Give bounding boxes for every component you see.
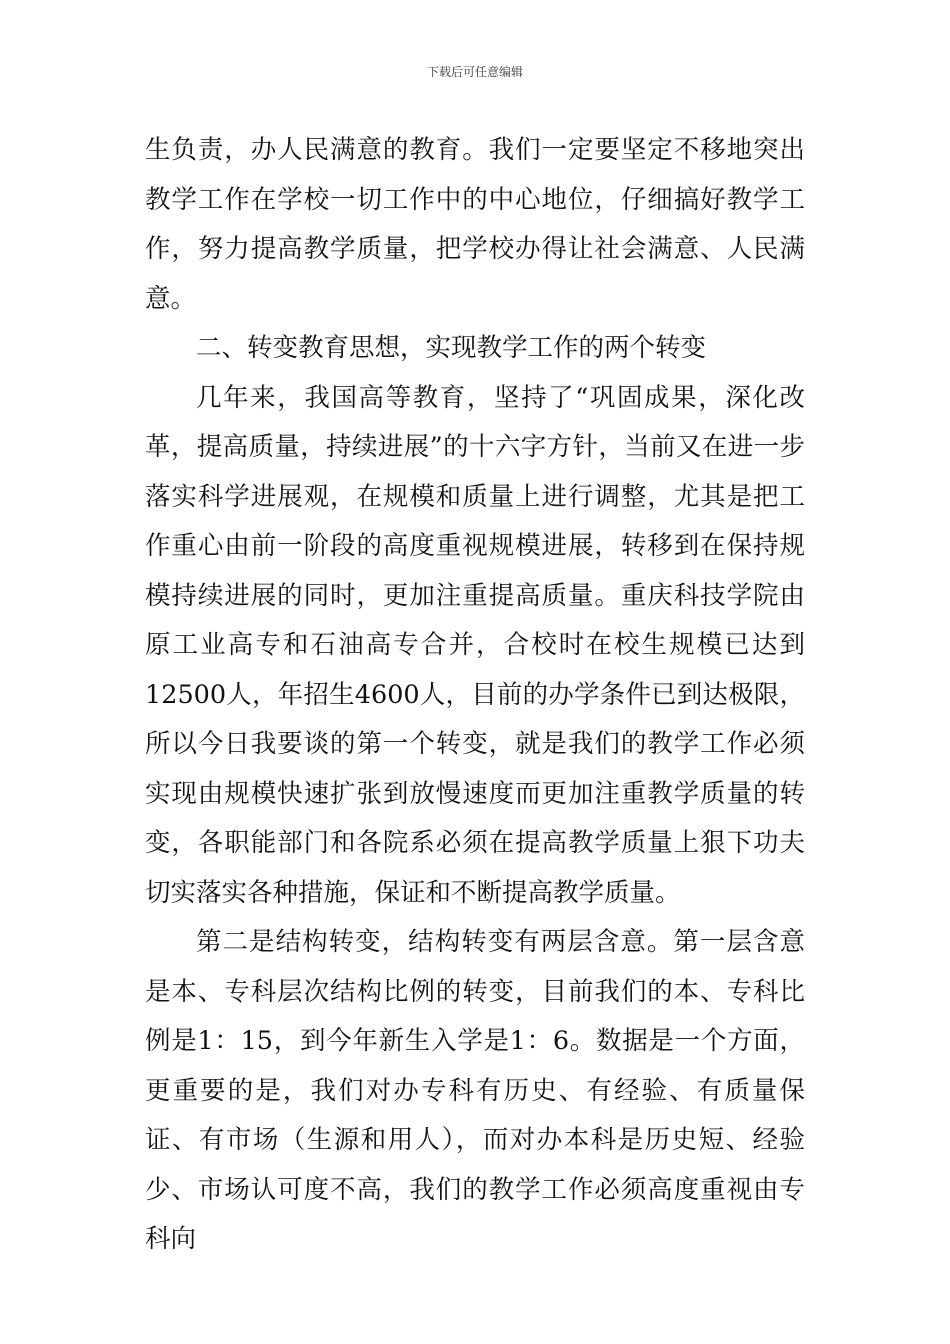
paragraph-2: 几年来，我国高等教育，坚持了“巩固成果，深化改革，提高质量，持续进展”的十六字方针，当前又在进一步落实科学进展观，在规模和质量上进行调整，尤其是把工作重心由前一阶段的高度重视规模进展，转移到在保持规模持续进展的同时，更加注重提高质量。重庆科技学院由原工业高专和石油高专合并，合校时在校生规模已达到12500人，年招生4600人，目前的办学条件已到达极限，所以今日我要谈的第一个转变，就是我们的教学工作必须实现由规模快速扩张到放慢速度而更加注重教学质量的转变，各职能部门和各院系必须在提高教学质量上狠下功夫切实落实各种措施，保证和不断提高教学质量。 [145, 382, 805, 908]
section-heading: 二、转变教育思想，实现教学工作的两个转变 [196, 333, 707, 363]
paragraph-3: 第二是结构转变，结构转变有两层含意。第一层含意是本、专科层次结构比例的转变，目前我们的本、专科比例是1：15，到今年新生入学是1：6。数据是一个方面，更重要的是，我们对办专科有历史、有经验、有质量保证、有市场（生源和用人），而对办本科是历史短、经验少、市场认可度不高，我们的教学工作必须高度重视由专科向 [145, 927, 805, 1254]
document-body [145, 126, 805, 1265]
page-header: 下载后可任意编辑 [426, 65, 523, 79]
paragraph-1: 生负责，办人民满意的教育。我们一定要坚定不移地突出教学工作在学校一切工作中的中心地位，仔细搞好教学工作，努力提高教学质量，把学校办得让社会满意、人民满意。 [145, 135, 805, 314]
